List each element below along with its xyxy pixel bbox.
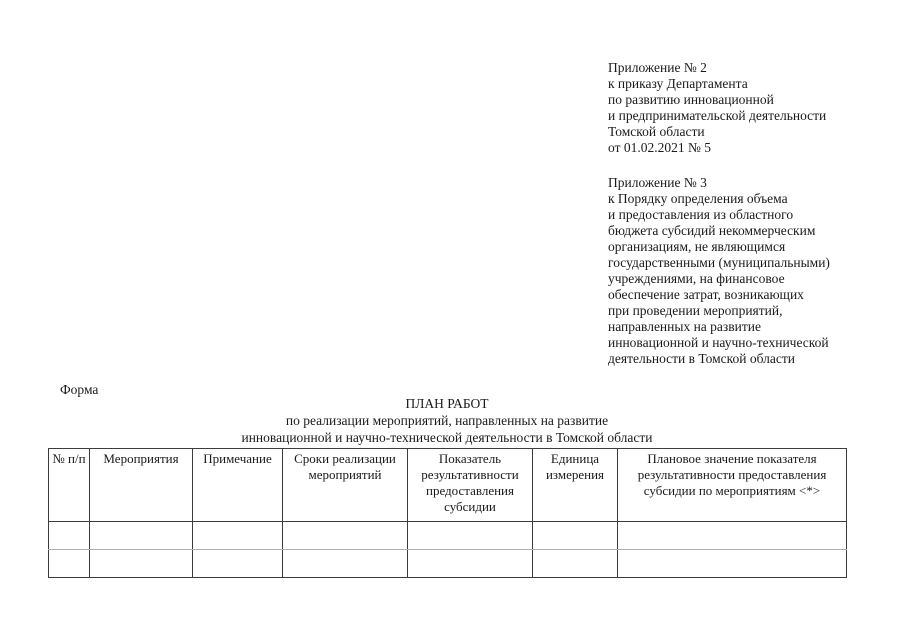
appendix-3-line: государственными (муниципальными) bbox=[608, 255, 830, 270]
appendix-2-line: по развитию инновационной bbox=[608, 92, 774, 107]
table-header-number: № п/п bbox=[49, 449, 90, 522]
appendix-3-line: организациям, не являющимся bbox=[608, 239, 786, 254]
table-row bbox=[49, 550, 847, 578]
table-empty-cell bbox=[618, 550, 847, 578]
table-empty-cell bbox=[283, 522, 408, 550]
appendix-2-line: и предпринимательской деятельности bbox=[608, 108, 827, 123]
appendix-3-line: бюджета субсидий некоммерческим bbox=[608, 223, 816, 238]
table-empty-cell bbox=[49, 550, 90, 578]
table-empty-cell bbox=[618, 522, 847, 550]
table-header-unit-of-measure: Единица измерения bbox=[533, 449, 618, 522]
form-label: Форма bbox=[60, 382, 99, 397]
document-subtitle-line-2: инновационной и научно-технической деятельности в Томской области bbox=[241, 430, 653, 445]
document-title-block bbox=[48, 395, 846, 446]
table-empty-cell bbox=[193, 550, 283, 578]
appendix-3-line: деятельности в Томской области bbox=[608, 351, 796, 366]
appendix-2-reference-block bbox=[608, 60, 900, 156]
table-header-performance-indicator: Показатель результативности предоставления субсидии bbox=[408, 449, 533, 522]
appendix-2-line: Томской области bbox=[608, 124, 705, 139]
work-plan-table bbox=[48, 448, 847, 578]
appendix-2-line: Приложение № 2 bbox=[608, 60, 707, 75]
document-subtitle-line-1: по реализации мероприятий, направленных на развитие bbox=[285, 413, 609, 428]
table-header-row bbox=[49, 449, 847, 522]
table-empty-cell bbox=[90, 550, 193, 578]
table-header-activities: Мероприятия bbox=[90, 449, 193, 522]
table-empty-cell bbox=[533, 550, 618, 578]
table-empty-cell bbox=[193, 522, 283, 550]
table-header-planned-value: Плановое значение показателя результативности предоставления субсидии по мероприятиям <*> bbox=[618, 449, 847, 522]
table-empty-cell bbox=[283, 550, 408, 578]
table-header-note: Примечание bbox=[193, 449, 283, 522]
table-empty-cell bbox=[49, 522, 90, 550]
appendix-3-line: при проведении мероприятий, bbox=[608, 303, 783, 318]
table-empty-cell bbox=[408, 550, 533, 578]
table-row bbox=[49, 522, 847, 550]
appendix-3-line: учреждениями, на финансовое bbox=[608, 271, 785, 286]
appendix-3-line: к Порядку определения объема bbox=[608, 191, 788, 206]
appendix-3-line: Приложение № 3 bbox=[608, 175, 707, 190]
appendix-2-line: к приказу Департамента bbox=[608, 76, 748, 91]
table-header-implementation-dates: Сроки реализации мероприятий bbox=[283, 449, 408, 522]
appendix-3-line: инновационной и научно-технической bbox=[608, 335, 829, 350]
appendix-3-line: обеспечение затрат, возникающих bbox=[608, 287, 804, 302]
table-empty-cell bbox=[533, 522, 618, 550]
appendix-3-line: направленных на развитие bbox=[608, 319, 761, 334]
table-empty-cell bbox=[408, 522, 533, 550]
appendix-3-reference-block bbox=[608, 175, 900, 367]
table-empty-cell bbox=[90, 522, 193, 550]
document-title: ПЛАН РАБОТ bbox=[405, 396, 489, 411]
appendix-2-line: от 01.02.2021 № 5 bbox=[608, 140, 711, 155]
appendix-3-line: и предоставления из областного bbox=[608, 207, 794, 222]
